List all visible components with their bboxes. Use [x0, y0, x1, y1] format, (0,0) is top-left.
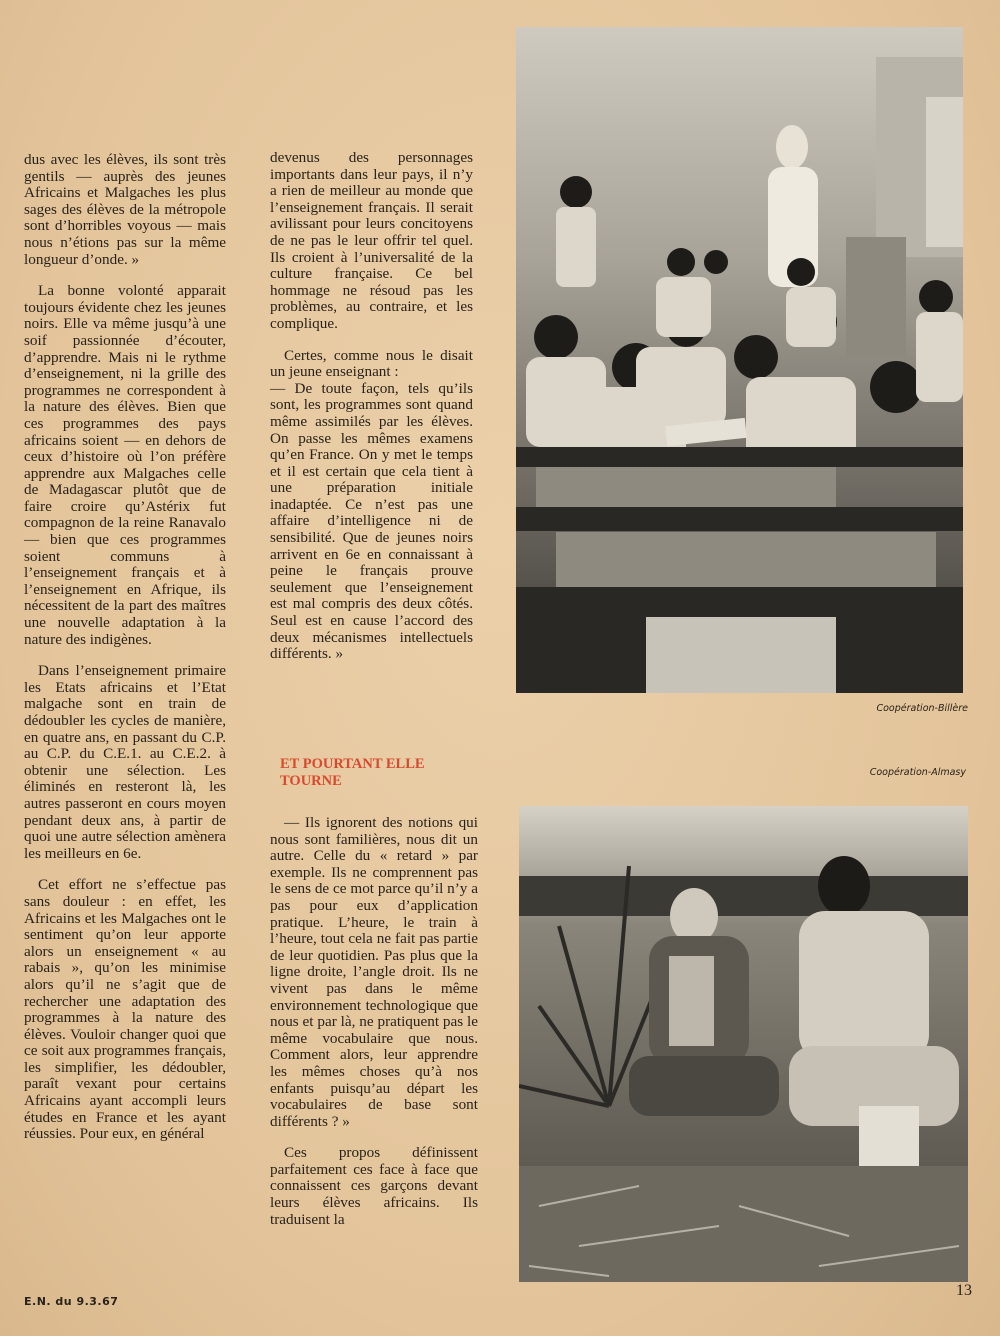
text-column-middle-bottom [270, 815, 478, 1243]
section-heading: ET POURTANT ELLE TOURNE [280, 756, 425, 789]
field-photo [519, 806, 968, 1282]
paragraph: Cet effort ne s’effectue pas sans douleur : en effet, les Africains et les Malgaches ont le sentiment qu’on leur apporte alors un enseignement « au rabais », qu’on les minimise alors qu’il ne s’agit que de rechercher une adaptation des programmes à la nature des élèves. Vouloir changer quoi que ce soit aux programmes français, les simplifier, les dédoubler, paraît vexant pour certains Africains ayant accompli leurs études en France et les ayant réussies. Pour eux, en général [24, 876, 226, 1143]
paragraph: — De toute façon, tels qu’ils sont, les programmes sont quand même assimilés par les élèves. On passe les mêmes examens qu’en France. On y met le temps et il est certain que cela tient à une préparation initiale inadaptée. Ce n’est pas une affaire d’intelligence ni de sensibilité. Que de jeunes noirs arrivent en 6e en connaissant à peine le français prouve seulement que l’enseignement est mal compris des deux côtés. Seul est en cause l’accord des deux mécanismes intellectuels différents. » [270, 379, 473, 663]
classroom-photo-image [516, 27, 963, 693]
classroom-photo [516, 27, 963, 693]
paragraph: devenus des personnages importants dans leur pays, il n’y a rien de meilleur au monde que l’enseignement français. Il serait avilissant pour leurs concitoyens de ne pas le leur offrir tel quel. Ils croient à l’universalité de la culture française. Ce bel hommage ne résoud pas les problèmes, au contraire, et les complique. [270, 149, 473, 332]
paragraph: Certes, comme nous le disait un jeune enseignant : [270, 346, 473, 381]
issue-footer: E.N. du 9.3.67 [24, 1295, 119, 1308]
paragraph: — Ils ignorent des notions qui nous sont familières, nous dit un autre. Celle du « retard » par exemple. Ils ne comprennent pas le sens de ce mot parce qu’il n’y a pas pour eux d’application pratique. L’heure, le train à l’heure, tout cela ne fait pas partie de leur quotidien. Pas plus que la ligne droite, l’angle droit. Ils ne vivent pas dans le même environnement technologique que nous et par là, ne pratiquent pas le même vocabulaire que nous. Comment alors, leur apprendre les mêmes choses qu’à nos enfants puisqu’au départ les vocabulaires de base sont différents ? » [270, 814, 478, 1130]
paragraph: dus avec les élèves, ils sont très gentils — auprès des jeunes Africains et Malgaches les plus sages des élèves de la métropole sont d’horribles voyous — mais nous n’étions pas sur la même longueur d’onde. » [24, 151, 226, 268]
paragraph: La bonne volonté apparait toujours évidente chez les jeunes noirs. Elle va même jusqu’à une soif passionnée d’écouter, d’apprendre. Mais ni le rythme d’enseignement, ni la grille des programmes ne correspondent à la nature des élèves. Bien que ces programmes des pays africains soient — en dehors de ceux d’histoire où l’on préfère apprendre aux Malgaches celle de Madagascar plutôt que de faire croire qu’Astérix fut compagnon de la reine Ranavalo — bien que ces programmes soient communs à l’enseignement français et à l’enseignement en Afrique, ils nécessitent de la part des maîtres une nouvelle adaptation à la nature des indigènes. [24, 282, 226, 648]
text-column-middle-top [270, 150, 473, 678]
page-number: 13 [956, 1282, 972, 1299]
photo-credit: Coopération-Billère [876, 703, 968, 714]
paragraph: Dans l’enseignement primaire les Etats africains et l’Etat malgache sont en train de dédoubler les cycles de manière, en quatre ans, en passant du C.P. au C.P. du C.E.1. au C.E.2. à obtenir une sélection. Les éliminés en resteront là, les autres passeront en cours moyen pendant deux ans, à partir de quoi une autre sélection amènera les meilleurs en 6e. [24, 662, 226, 862]
field-photo-image [519, 806, 968, 1282]
photo-credit: Coopération-Almasy [869, 767, 966, 778]
paragraph: Ces propos définissent parfaitement ces face à face que connaissent ces garçons devant leurs élèves africains. Ils traduisent la [270, 1144, 478, 1228]
text-column-left [24, 152, 226, 1158]
